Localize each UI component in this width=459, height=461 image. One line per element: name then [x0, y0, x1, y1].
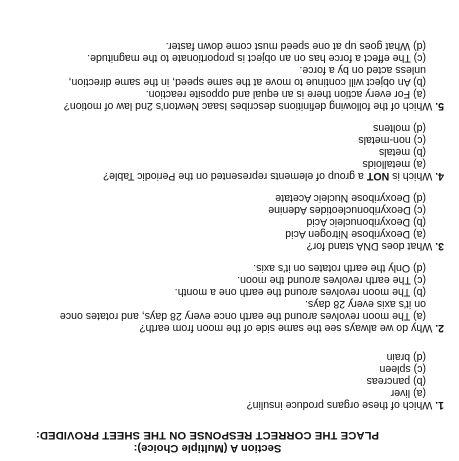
question-1 — [8, 351, 444, 411]
option-a: (a) The moon revolves around the earth once every 28 days, and rotates once — [59, 310, 426, 322]
question-prompt: Why do we always see the same side of the moon from earth? — [139, 322, 433, 334]
emphasis-not: NOT — [366, 170, 390, 182]
option-a: (a) liver — [390, 387, 426, 399]
question-prompt-start: Which is — [392, 170, 433, 182]
option-a-continued: on it's axis every 28 days. — [305, 298, 426, 310]
question-prompt-end: a group of elements represented on the Periodic Table? — [103, 170, 364, 182]
option-a: (a) For every action there is an equal and opposite reaction. — [145, 88, 426, 100]
question-number: 2. — [435, 322, 444, 334]
question-number: 4. — [435, 170, 444, 182]
option-d: (d) Only the earth rotates on it's axis. — [253, 262, 426, 274]
question-4 — [8, 122, 444, 182]
option-b: (b) pancreas — [366, 375, 426, 387]
option-c: (c) spleen — [379, 363, 426, 375]
question-2 — [8, 262, 444, 334]
option-list — [8, 262, 444, 322]
spacer — [8, 182, 444, 192]
question-3 — [8, 192, 444, 252]
section-instruction: PLACE THE CORRECT RESPONSE ON THE SHEET PROVIDED: — [35, 429, 380, 441]
question-prompt: Which of these organs produce insulin? — [246, 399, 433, 411]
question-text — [8, 322, 444, 334]
question-number: 5. — [435, 100, 444, 112]
option-c: (c) The effect a force has on an object is proportionate to the magnitude. — [87, 52, 426, 64]
option-b: (b) The moon revolves around the earth one a month. — [174, 286, 426, 298]
option-list — [8, 40, 444, 100]
spacer — [8, 411, 444, 428]
option-list — [8, 122, 444, 170]
spacer — [8, 334, 444, 351]
option-c: (c) non-metals — [358, 134, 426, 146]
section-title: Section A (Multiple Choice): — [133, 442, 282, 454]
spacer — [8, 112, 444, 122]
section-header — [16, 428, 399, 454]
question-number: 3. — [435, 240, 444, 252]
option-b: (b) Deoxyribonucleic Acid — [306, 216, 426, 228]
question-text — [8, 399, 444, 411]
option-b: (b) An object will continue to move at the same speed, in the same direction, — [68, 76, 426, 88]
option-b-continued: unless acted on by a force. — [299, 64, 426, 76]
question-text — [8, 240, 444, 252]
option-d: (d) brain — [386, 351, 426, 363]
question-prompt: Which of the following definitions describes Isaac Newton's 2nd law of motion? — [63, 100, 433, 112]
option-c: (c) Deoxyribonucleotides Adenine — [268, 204, 426, 216]
option-d: (d) moltens — [373, 122, 426, 134]
option-list — [8, 192, 444, 240]
question-number: 1. — [435, 399, 444, 411]
option-d: (d) Deoxyribose Nucleic Acetate — [275, 192, 426, 204]
question-prompt: What does DNA stand for? — [306, 240, 433, 252]
option-d: (d) What goes up at one speed must come down faster. — [165, 40, 426, 52]
question-5 — [8, 40, 444, 112]
option-a: (a) metalloids — [362, 158, 426, 170]
option-a: (a) Deoxyribose Nitrogen Acid — [285, 228, 426, 240]
option-c: (c) The earth revolves around the moon. — [237, 274, 426, 286]
option-list — [8, 351, 444, 399]
option-b: (b) metals — [378, 146, 426, 158]
spacer — [8, 252, 444, 262]
question-text — [8, 170, 444, 182]
question-text — [8, 100, 444, 112]
